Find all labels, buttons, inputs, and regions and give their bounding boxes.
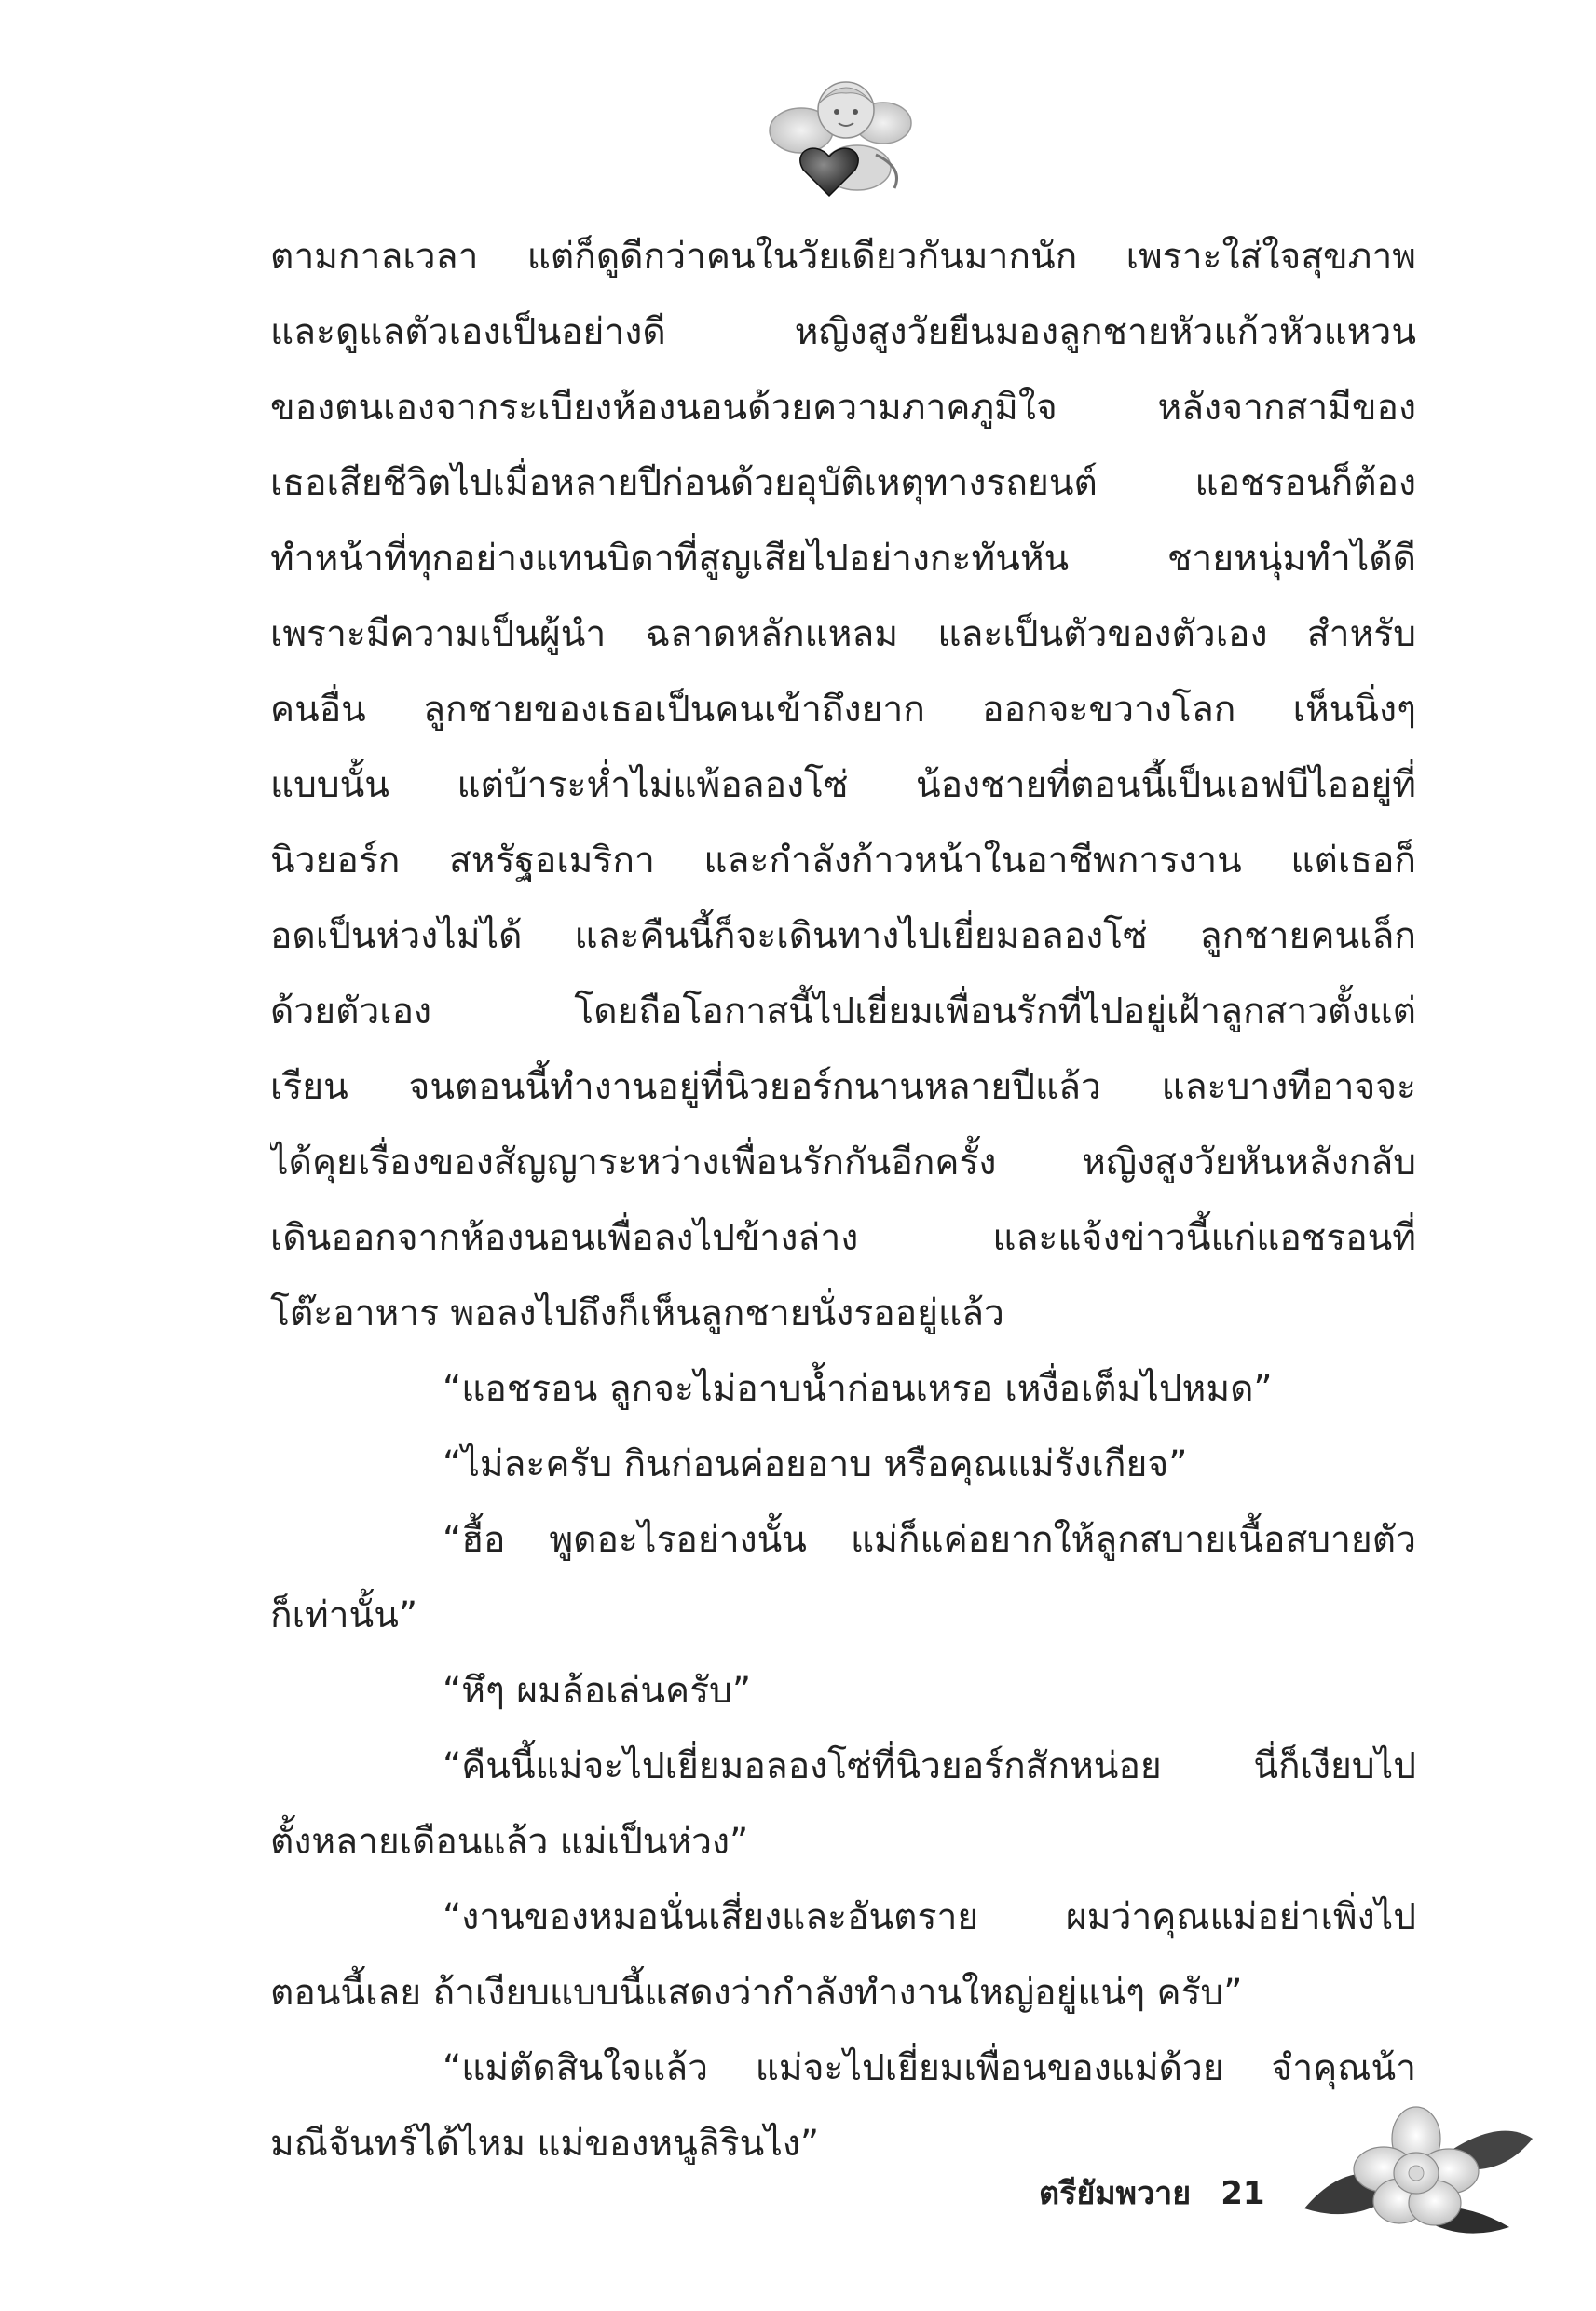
text-line: ตั้งหลายเดือนแล้ว แม่เป็นห่วง” [270,1821,749,1863]
text-line: และดูแลตัวเองเป็นอย่างดี หญิงสูงวัยยืนมองลูกชายหัวแก้วหัวแหวน [270,311,1416,353]
text-line: ตามกาลเวลา แต่ก็ดูดีกว่าคนในวัยเดียวกันมากนัก เพราะใส่ใจสุขภาพ [270,236,1416,278]
text-line: ตอนนี้เลย ถ้าเงียบแบบนี้แสดงว่ากำลังทำงานใหญ่อยู่แน่ๆ ครับ” [270,1972,1243,2014]
cherub-with-heart-icon [764,65,922,205]
text-line: “งานของหมอนั่นเสี่ยงและอันตราย ผมว่าคุณแม่อย่าเพิ่งไป [443,1896,1416,1938]
paragraph-narration [270,219,1416,1351]
body-text [270,219,1416,2181]
text-line: “คืนนี้แม่จะไปเยี่ยมอลองโซ่ที่นิวยอร์กสักหน่อย นี่ก็เงียบไป [443,1745,1416,1787]
paragraph-dialogue [270,2031,1416,2181]
text-line: คนอื่น ลูกชายของเธอเป็นคนเข้าถึงยาก ออกจะขวางโลก เห็นนิ่งๆ [270,689,1416,731]
text-line: ได้คุยเรื่องของสัญญาระหว่างเพื่อนรักกันอีกครั้ง หญิงสูงวัยหันหลังกลับ [270,1142,1416,1183]
paragraph-dialogue [270,1653,1416,1729]
text-line: “ฮื้อ พูดอะไรอย่างนั้น แม่ก็แค่อยากให้ลูกสบายเนื้อสบายตัว [443,1519,1416,1561]
gardenia-flower-icon [1295,2097,1537,2255]
paragraph-dialogue [270,1427,1416,1502]
text-line: เธอเสียชีวิตไปเมื่อหลายปีก่อนด้วยอุบัติเหตุทางรถยนต์ แอชรอนก็ต้อง [270,462,1416,504]
text-line: เรียน จนตอนนี้ทำงานอยู่ที่นิวยอร์กนานหลายปีแล้ว และบางทีอาจจะ [270,1066,1416,1108]
page-footer [1039,2167,1265,2218]
text-line: โต๊ะอาหาร พอลงไปถึงก็เห็นลูกชายนั่งรออยู่แล้ว [270,1292,1004,1334]
text-line: มณีจันทร์ได้ไหม แม่ของหนูลิรินไง” [270,2123,820,2165]
text-line: อดเป็นห่วงไม่ได้ และคืนนี้ก็จะเดินทางไปเยี่ยมอลองโซ่ ลูกชายคนเล็ก [270,915,1416,957]
text-line: ด้วยตัวเอง โดยถือโอกาสนี้ไปเยี่ยมเพื่อนรักที่ไปอยู่เฝ้าลูกสาวตั้งแต่ [270,991,1416,1032]
text-line: ทำหน้าที่ทุกอย่างแทนบิดาที่สูญเสียไปอย่างกะทันหัน ชายหนุ่มทำได้ดี [270,538,1416,580]
text-line: นิวยอร์ก สหรัฐอเมริกา และกำลังก้าวหน้าในอาชีพการงาน แต่เธอก็ [270,840,1416,882]
book-title: ตรียัมพวาย [1039,2175,1192,2212]
text-line: เดินออกจากห้องนอนเพื่อลงไปข้างล่าง และแจ้งข่าวนี้แก่แอชรอนที่ [270,1217,1416,1259]
text-line: “แอชรอน ลูกจะไม่อาบน้ำก่อนเหรอ เหงื่อเต็มไปหมด” [443,1368,1273,1410]
paragraph-dialogue [270,1729,1416,1880]
text-line: “ไม่ละครับ กินก่อนค่อยอาบ หรือคุณแม่รังเกียจ” [443,1443,1188,1485]
text-line: “หึๆ ผมล้อเล่นครับ” [443,1670,752,1712]
text-line: ของตนเองจากระเบียงห้องนอนด้วยความภาคภูมิใจ หลังจากสามีของ [270,387,1416,429]
paragraph-dialogue [270,1880,1416,2031]
text-line: ก็เท่านั้น” [270,1594,418,1636]
text-line: “แม่ตัดสินใจแล้ว แม่จะไปเยี่ยมเพื่อนของแม่ด้วย จำคุณน้า [443,2047,1416,2089]
text-line: เพราะมีความเป็นผู้นำ ฉลาดหลักแหลม และเป็นตัวของตัวเอง สำหรับ [270,613,1416,655]
text-line: แบบนั้น แต่บ้าระห่ำไม่แพ้อลองโซ่ น้องชายที่ตอนนี้เป็นเอฟบีไออยู่ที่ [270,764,1416,806]
paragraph-dialogue [270,1502,1416,1653]
page-number: 21 [1221,2175,1265,2212]
paragraph-dialogue [270,1351,1416,1427]
